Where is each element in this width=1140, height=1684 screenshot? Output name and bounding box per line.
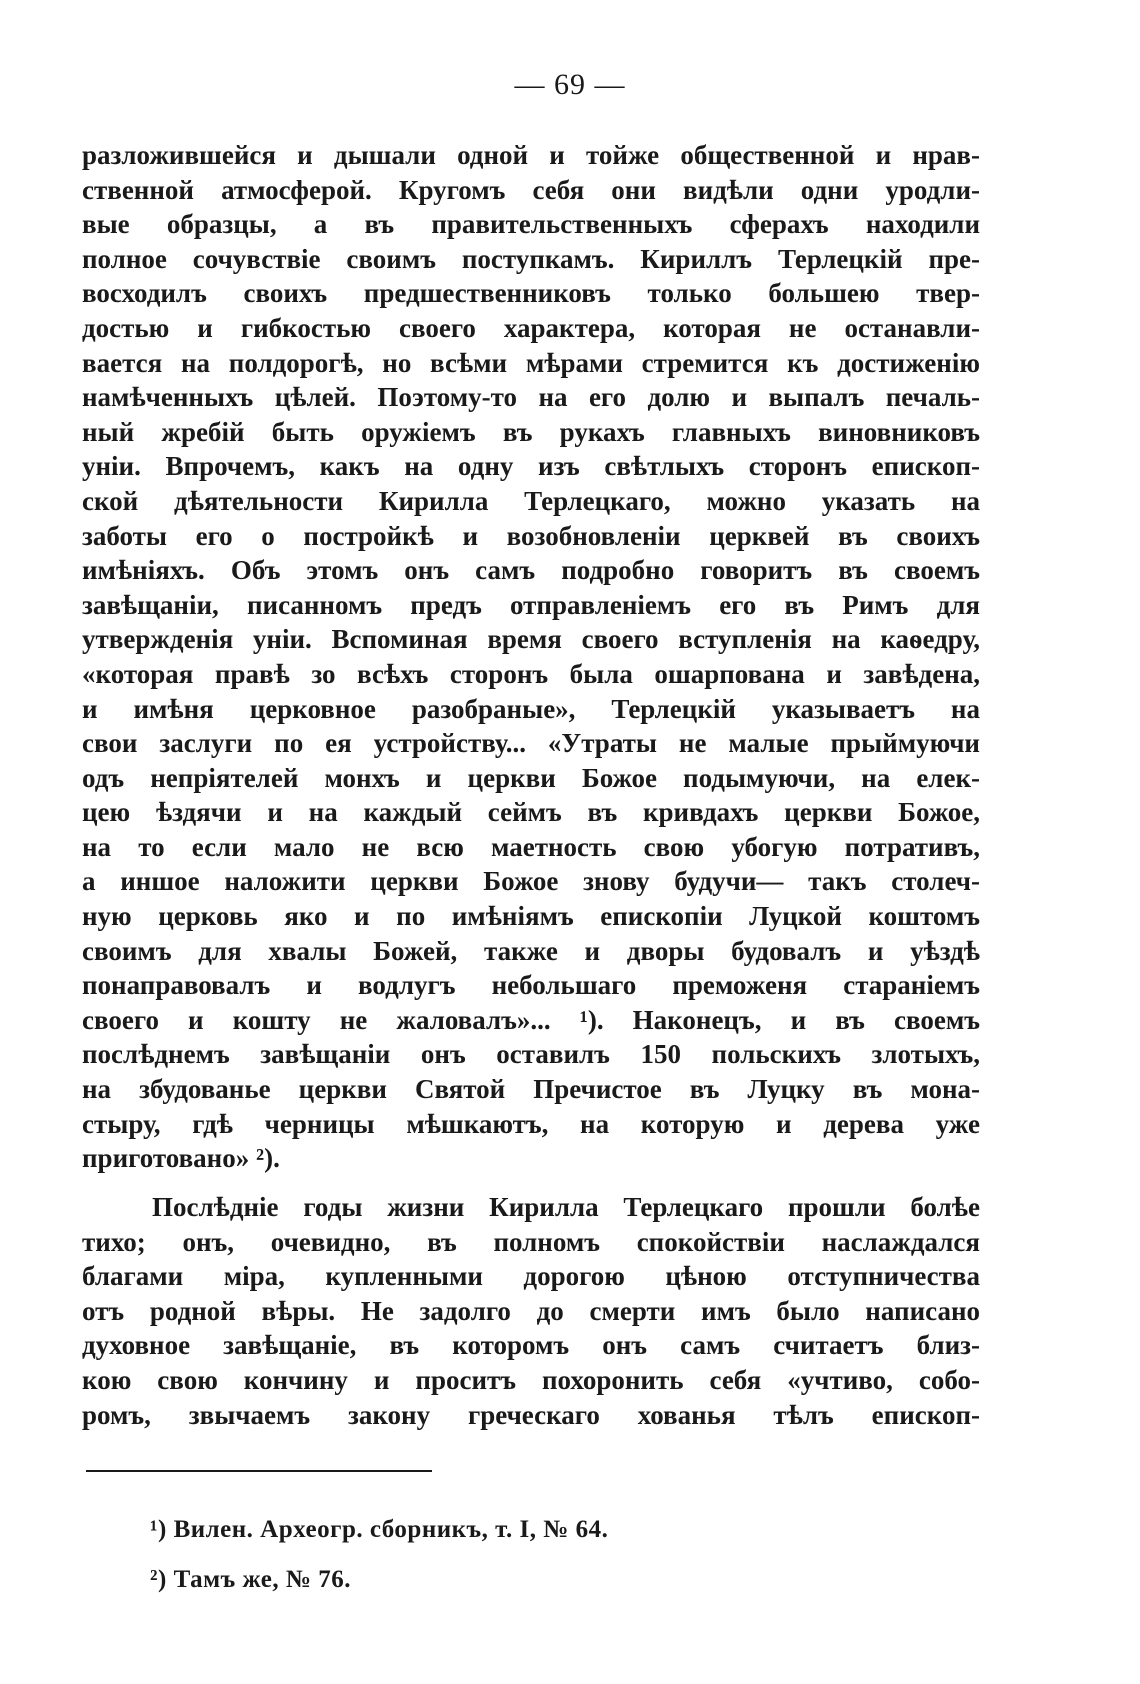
text-line: стыру, гдѣ черницы мѣшкаютъ, на которую и дерева уже <box>82 1108 980 1139</box>
text-line: послѣднемъ завѣщаніи онъ оставилъ 150 польскихъ злотыхъ, <box>82 1039 980 1070</box>
text-line: благами міра, купленными дорогою цѣною отступничества <box>82 1261 980 1292</box>
text-line: отъ родной вѣры. Не задолго до смерти имъ было написано <box>82 1295 980 1326</box>
text-line: одъ непріятелей монхъ и церкви Божое подымуючи, на елек- <box>82 762 980 793</box>
text-line: на збудованье церкви Святой Пречистое въ Луцку въ монa- <box>82 1074 980 1105</box>
text-line: понаправовалъ и водлугъ небольшаго преможеня стараніемъ <box>82 970 980 1001</box>
text-line: ную церковь яко и по имѣніямъ епископіи Луцкой коштомъ <box>82 901 980 932</box>
footnote-1: ¹) Вилен. Археогр. сборникъ, т. I, № 64. <box>150 1516 609 1543</box>
text-line: своимъ для хвалы Божей, также и дворы будовалъ и уѣздѣ <box>82 935 980 966</box>
text-line: тихо; онъ, очевидно, въ полномъ спокойствіи наслаждался <box>82 1226 980 1257</box>
text-line: ромъ, звычаемъ закону греческаго хованья тѣлъ епископ- <box>82 1399 980 1430</box>
text-line: духовное завѣщаніе, въ которомъ онъ самъ считаетъ близ- <box>82 1330 980 1361</box>
text-line: утвержденія уніи. Вспоминая время своего вступленія на каѳедру, <box>82 624 980 655</box>
text-line: восходилъ своихъ предшественниковъ только большею твер- <box>82 278 980 309</box>
text-line: приготовано» ²). <box>82 1143 280 1174</box>
page-number: — 69 — <box>514 68 626 101</box>
text-line: на то если мало не всю маетность свою убогую потративъ, <box>82 831 980 862</box>
text-line: достью и гибкостью своего характера, которая не останавли- <box>82 312 980 343</box>
text-line: своего и кошту не жаловалъ»... ¹). Наконецъ, и въ своемъ <box>82 1004 980 1035</box>
text-line: ный жребій быть оружіемъ въ рукахъ главныхъ виновниковъ <box>82 416 980 447</box>
text-line: а иншое наложити церкви Божое знову будучи— такъ столеч- <box>82 866 980 897</box>
footnote-2: ²) Тамъ же, № 76. <box>150 1566 351 1593</box>
text-line: заботы его о постройкѣ и возобновленіи церквей въ своихъ <box>82 520 980 551</box>
paragraph-2 <box>82 1190 980 1432</box>
text-line: и имѣня церковное разобраные», Терлецкій указываетъ на <box>82 693 980 724</box>
text-line: вые образцы, а въ правительственныхъ сферахъ находили <box>82 209 980 240</box>
text-line: ственной атмосферой. Кругомъ себя они видѣли одни уродли- <box>82 174 980 205</box>
text-line: цею ѣздячи и на каждый сеймъ въ кривдахъ церкви Божое, <box>82 797 980 828</box>
text-line: ской дѣятельности Кирилла Терлецкаго, можно указать на <box>82 485 980 516</box>
text-line: имѣніяхъ. Объ этомъ онъ самъ подробно говоритъ въ своемъ <box>82 555 980 586</box>
text-line: намѣченныхъ цѣлей. Поэтому-то на его долю и выпалъ печаль- <box>82 382 980 413</box>
text-line: разложившейся и дышали одной и тойже общественной и нрав- <box>82 140 980 170</box>
footnote-divider <box>86 1470 432 1472</box>
paragraph-1 <box>82 138 980 1176</box>
text-line: уніи. Впрочемъ, какъ на одну изъ свѣтлыхъ сторонъ епископ- <box>82 451 980 482</box>
text-line: свои заслуги по ея устройству... «Утраты не малые прыймуючи <box>82 728 980 759</box>
text-line: «которая правѣ зо всѣхъ сторонъ была ошарпована и завѣдена, <box>82 658 980 689</box>
text-line: завѣщаніи, писанномъ предъ отправленіемъ его въ Римъ для <box>82 589 980 620</box>
text-line: полное сочувствіе своимъ поступкамъ. Кириллъ Терлецкій пре- <box>82 243 980 274</box>
text-line: кою свою кончину и проситъ похоронить себя «учтиво, собо- <box>82 1364 980 1395</box>
text-line: Послѣдніе годы жизни Кирилла Терлецкаго прошли болѣе <box>152 1192 980 1222</box>
text-line: вается на полдорогѣ, но всѣми мѣрами стремится къ достиженію <box>82 347 980 378</box>
